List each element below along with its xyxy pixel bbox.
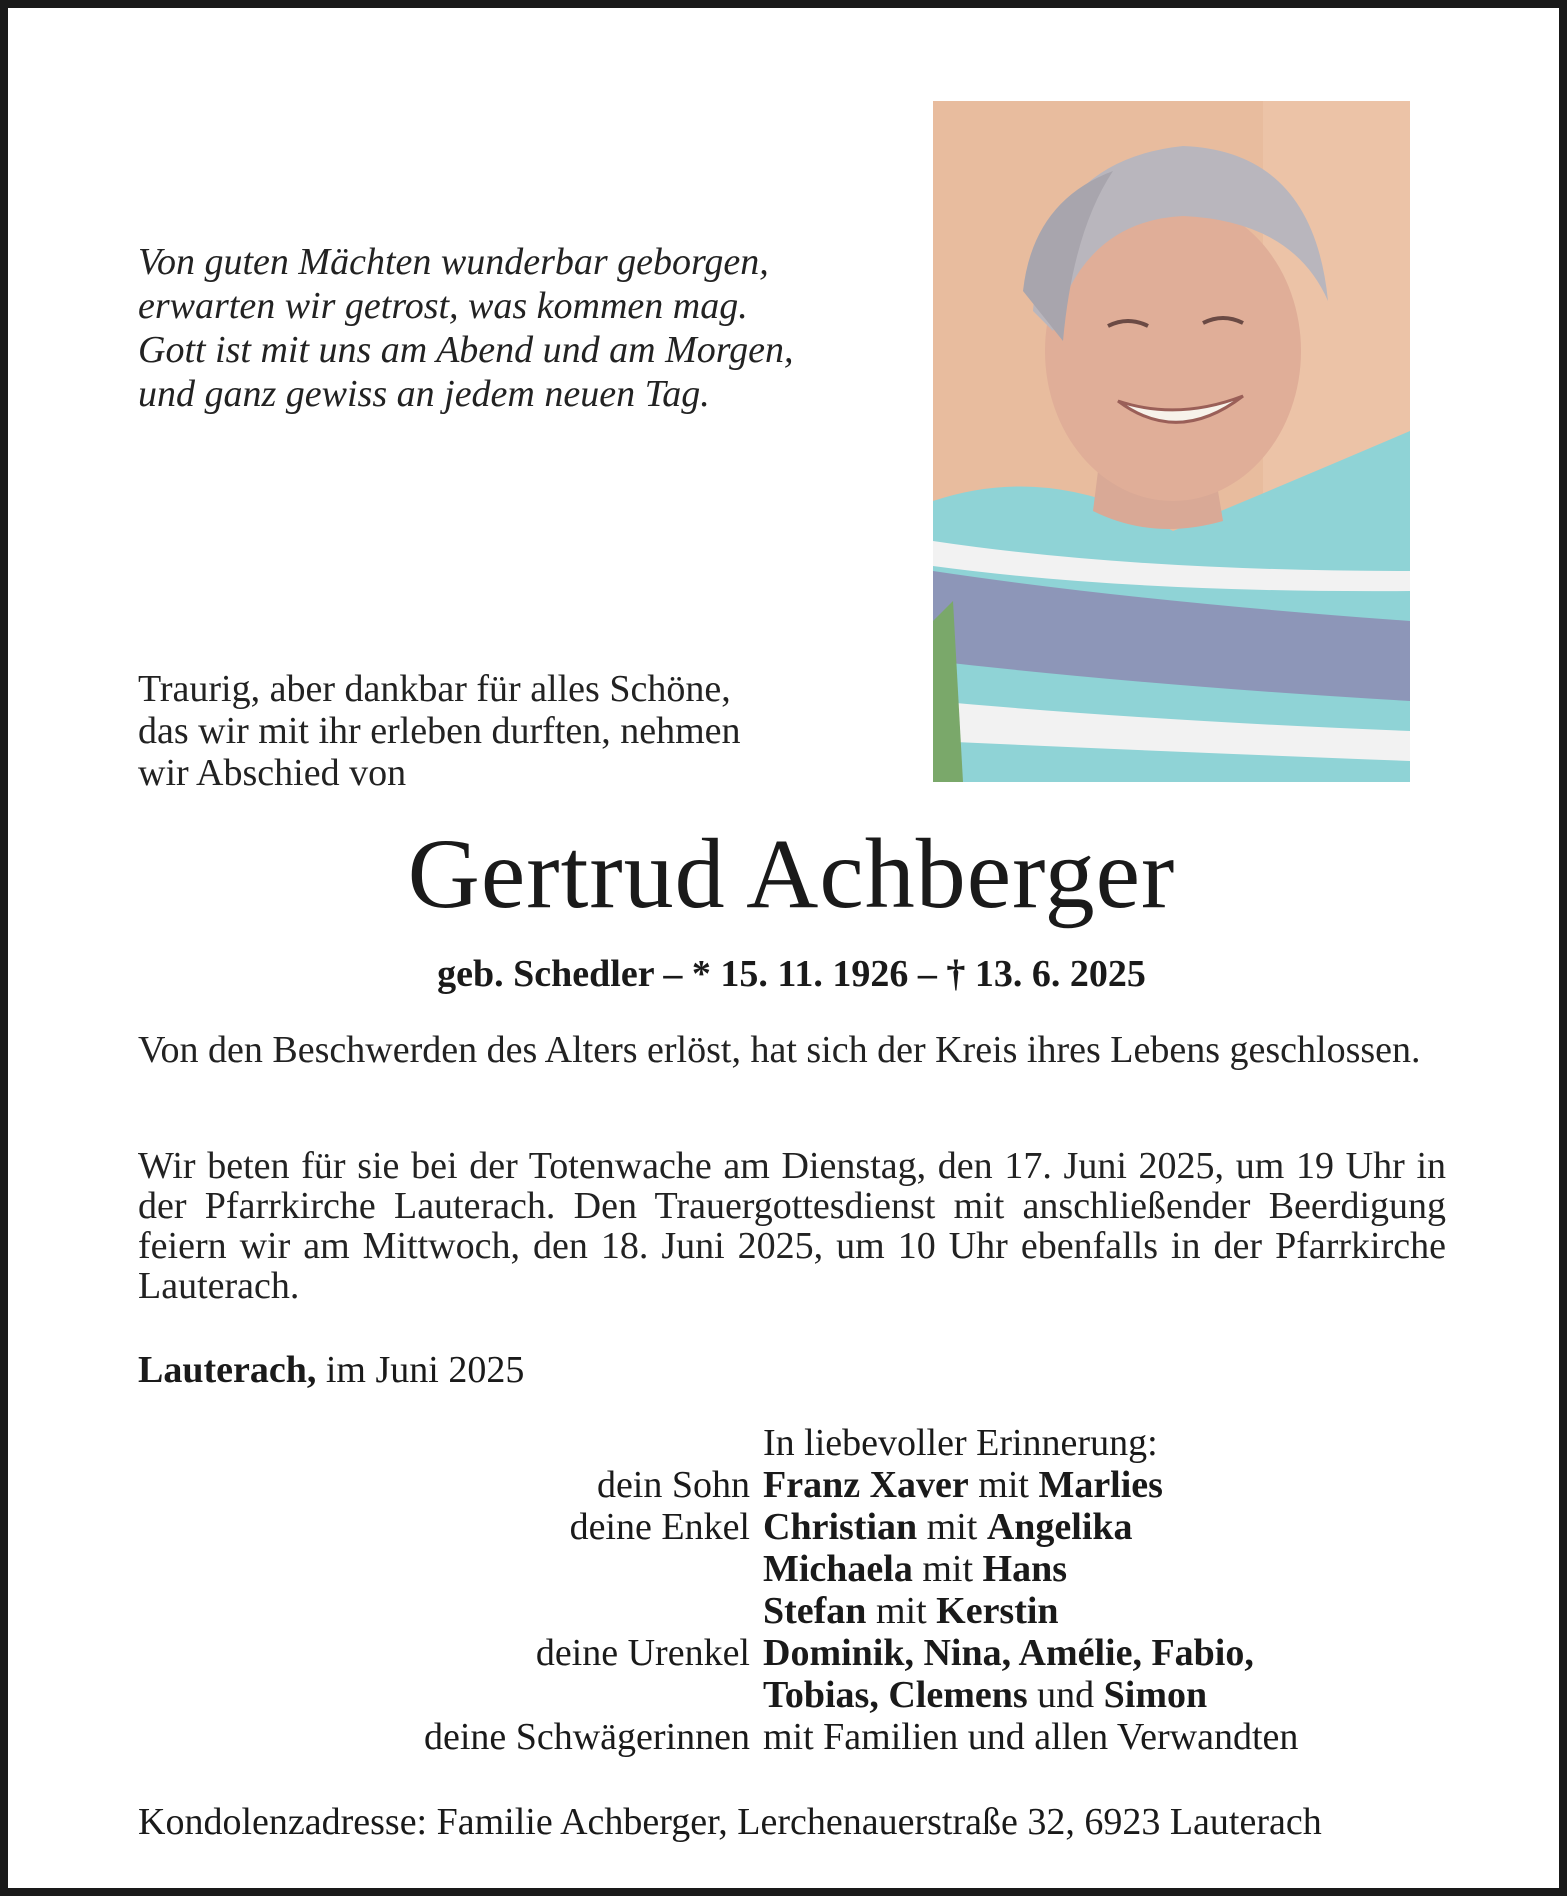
mourner-row xyxy=(8,1464,1567,1506)
intro-line: das wir mit ihr erleben durften, nehmen xyxy=(138,710,741,752)
mourner-names: Stefan mit Kerstin xyxy=(763,1590,1059,1632)
poem-line: Gott ist mit uns am Abend und am Morgen, xyxy=(138,329,794,371)
intro-line: wir Abschied von xyxy=(138,752,407,794)
paragraph-release: Von den Beschwerden des Alters erlöst, hat sich der Kreis ihres Lebens geschlossen. xyxy=(138,1029,1421,1071)
mourner-names: Dominik, Nina, Amélie, Fabio, xyxy=(763,1632,1254,1674)
condolence-address: Kondolenzadresse: Familie Achberger, Lerchenauerstraße 32, 6923 Lauterach xyxy=(138,1801,1322,1843)
mourner-names: Tobias, Clemens und Simon xyxy=(763,1674,1208,1716)
relation-label: deine Schwägerinnen xyxy=(423,1716,750,1758)
mourner-names: Christian mit Angelika xyxy=(763,1506,1133,1548)
deceased-dates: geb. Schedler – * 15. 11. 1926 – † 13. 6. 2025 xyxy=(437,953,1146,995)
relation-label: deine Urenkel xyxy=(535,1632,750,1674)
place-town: Lauterach, xyxy=(138,1349,317,1391)
place-date xyxy=(138,1348,524,1392)
poem-line: Von guten Mächten wunderbar geborgen, xyxy=(138,241,769,283)
mourner-row xyxy=(8,1674,1567,1716)
mourner-names: Franz Xaver mit Marlies xyxy=(763,1464,1163,1506)
intro-line: Traurig, aber dankbar für alles Schöne, xyxy=(138,668,731,710)
mourner-row xyxy=(8,1716,1567,1758)
relation-label: dein Sohn xyxy=(596,1464,750,1506)
paragraph-service: Wir beten für sie bei der Totenwache am Dienstag, den 17. Juni 2025, um 19 Uhr in der Pfarrkirche Lauterach. Den Trauergottesdienst mit anschließender Beerdigung feiern wir am Mittwoch, den 18. Juni 2025, um 10 Uhr ebenfalls in der Pfarrkirche Lauterach. xyxy=(138,1145,1446,1307)
poem-verse xyxy=(138,240,793,416)
mourners-list xyxy=(8,1422,1567,1758)
mourner-row xyxy=(8,1590,1567,1632)
place-date-text: im Juni 2025 xyxy=(325,1349,525,1391)
relation-label: deine Enkel xyxy=(569,1506,750,1548)
deceased-name: Gertrud Achberger xyxy=(407,818,1176,929)
mourner-row xyxy=(8,1632,1567,1674)
poem-line: erwarten wir getrost, was kommen mag. xyxy=(138,285,748,327)
mourner-names: Michaela mit Hans xyxy=(763,1548,1068,1590)
poem-line: und ganz gewiss an jedem neuen Tag. xyxy=(138,373,710,415)
portrait-illustration xyxy=(933,101,1410,782)
mourner-row xyxy=(8,1506,1567,1548)
mourners-heading-row xyxy=(8,1422,1567,1464)
intro-text xyxy=(138,668,741,794)
mourner-row xyxy=(8,1548,1567,1590)
mourners-heading: In liebevoller Erinnerung: xyxy=(763,1422,1158,1464)
portrait-photo xyxy=(933,101,1410,782)
mourner-names: mit Familien und allen Verwandten xyxy=(763,1716,1299,1758)
